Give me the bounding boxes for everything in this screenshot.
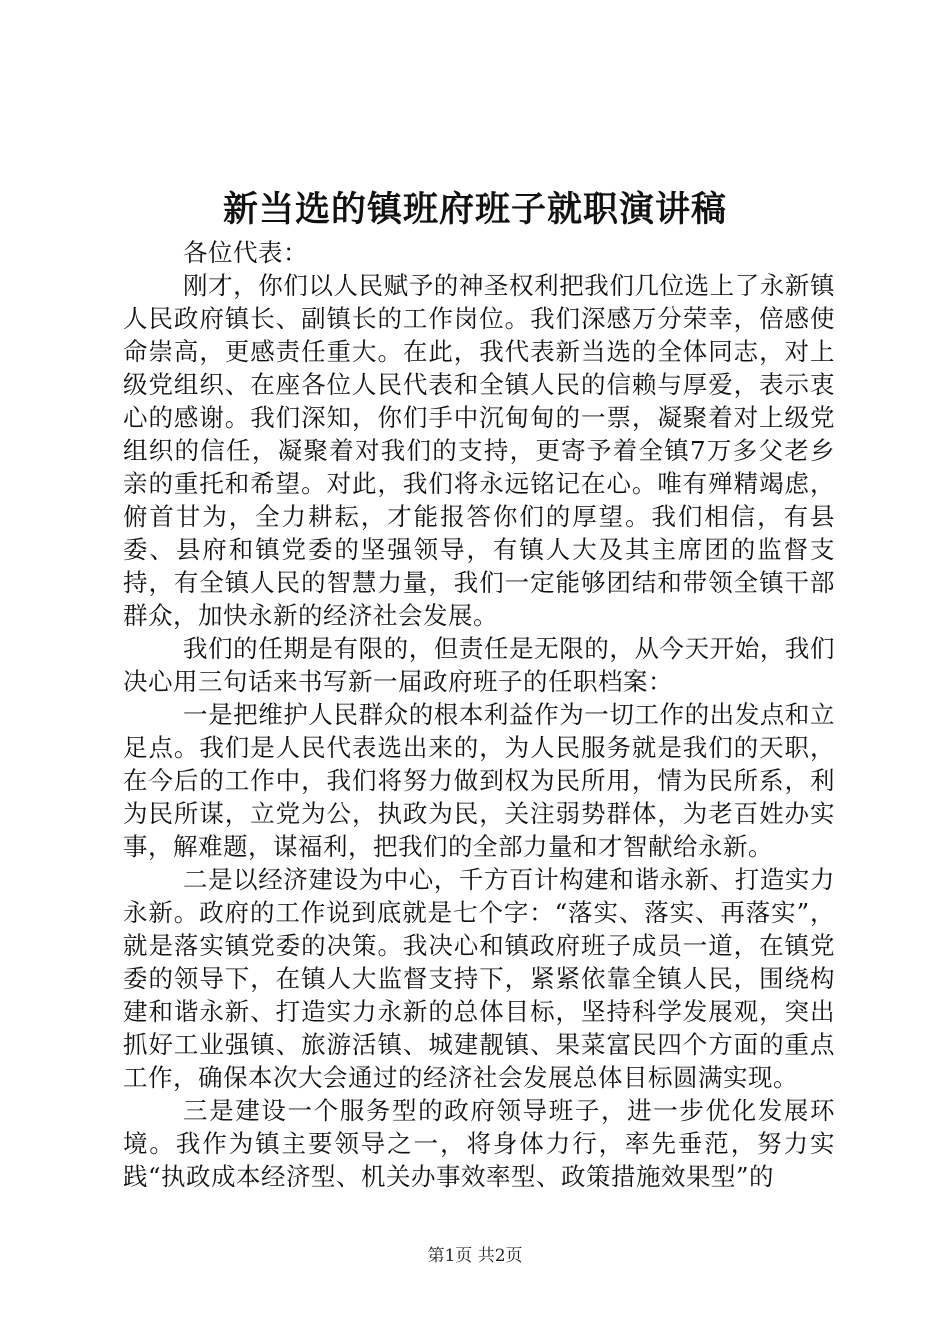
document-title: 新当选的镇班府班子就职演讲稿 xyxy=(222,189,727,230)
paragraph: 一是把维护人民群众的根本利益作为一切工作的出发点和立足点。我们是人民代表选出来的，为人民服务就是我们的天职，在今后的工作中，我们将努力做到权为民所用，情为民所系，利为民所谋，立党为公，执政为民，关注弱势群体，为老百姓办实事，解难题，谋福利，把我们的全部力量和才智献给永新。 xyxy=(123,700,835,861)
salutation: 各位代表： xyxy=(183,238,308,267)
page-number-footer: 第1页 共2页 xyxy=(427,1246,523,1266)
paragraph: 刚才，你们以人民赋予的神圣权利把我们几位选上了永新镇人民政府镇长、副镇长的工作岗位。我们深感万分荣幸，倍感使命崇高，更感责任重大。在此，我代表新当选的全体同志，对上级党组织、在座各位人民代表和全镇人民的信赖与厚爱，表示衷心的感谢。我们深知，你们手中沉甸甸的一票，凝聚着对上级党组织的信任，凝聚着对我们的支持，更寄予着全镇7万多父老乡亲的重托和希望。对此，我们将永远铭记在心。唯有殚精竭虑，俯首甘为，全力耕耘，才能报答你们的厚望。我们相信，有县委、县府和镇党委的坚强领导，有镇人大及其主席团的监督支持，有全镇人民的智慧力量，我们一定能够团结和带领全镇干部群众，加快永新的经济社会发展。 xyxy=(123,271,835,630)
document-body xyxy=(123,236,835,1193)
paragraph: 二是以经济建设为中心，千方百计构建和谐永新、打造实力永新。政府的工作说到底就是七个字：“落实、落实、再落实”，就是落实镇党委的决策。我决心和镇政府班子成员一道，在镇党委的领导下，在镇人大监督支持下，紧紧依靠全镇人民，围绕构建和谐永新、打造实力永新的总体目标，坚持科学发展观，突出抓好工业强镇、旅游活镇、城建靓镇、果菜富民四个方面的重点工作，确保本次大会通过的经济社会发展总体目标圆满实现。 xyxy=(123,865,835,1092)
paragraph: 我们的任期是有限的，但责任是无限的，从今天开始，我们决心用三句话来书写新一届政府班子的任职档案： xyxy=(123,634,835,696)
paragraph: 三是建设一个服务型的政府领导班子，进一步优化发展环境。我作为镇主要领导之一，将身体力行，率先垂范，努力实践“执政成本经济型、机关办事效率型、政策措施效果型”的 xyxy=(123,1096,835,1191)
